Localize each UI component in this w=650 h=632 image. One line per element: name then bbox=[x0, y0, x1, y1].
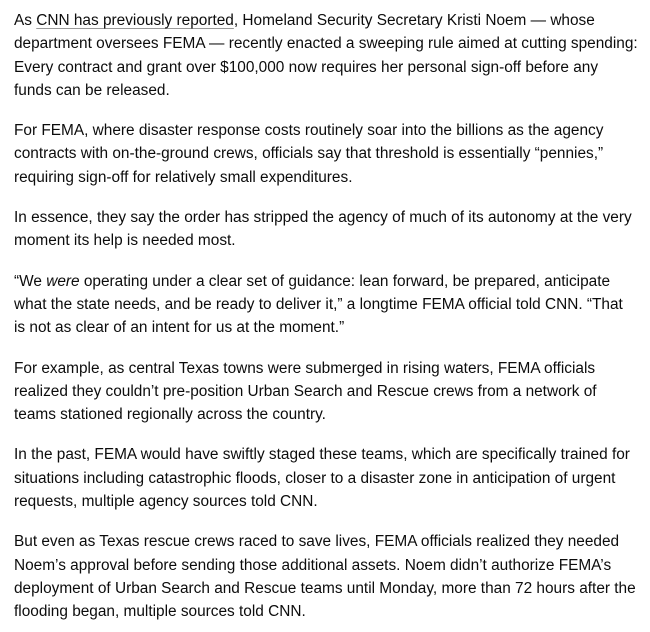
paragraph-2: For FEMA, where disaster response costs routinely soar into the billions as the agency contracts with on-the-ground crews, officials say that threshold is essentially “pennies,” requiring sign-off for relatively small expenditures. bbox=[14, 122, 604, 186]
paragraph-5: For example, as central Texas towns were submerged in rising waters, FEMA officials realized they couldn’t pre-position Urban Search and Rescue crews from a network of teams stationed regionally across the country. bbox=[14, 359, 597, 424]
paragraph-1-rest: , Homeland Security Secretary Kristi Noem — whose department oversees FEMA — recently enacted a sweeping rule aimed at cutting spending: Every contract and grant over $100,000 now requires her personal sign-off before any funds can be released. bbox=[14, 12, 638, 99]
paragraph-6: In the past, FEMA would have swiftly staged these teams, which are specifically trained for situations including catastrophic floods, closer to a disaster zone in anticipation of urgent requests, multiple agency sources told CNN. bbox=[14, 446, 630, 511]
paragraph-7: But even as Texas rescue crews raced to save lives, FEMA officials realized they needed Noem’s approval before sending those additional assets. Noem didn’t authorize FEMA’s deployment of Urban Search and Rescue teams until Monday, more than 72 hours after the flooding began, multiple sources told CNN. bbox=[14, 533, 636, 621]
cnn-previously-reported-link[interactable]: CNN has previously reported bbox=[36, 12, 234, 29]
quote-rest: operating under a clear set of guidance: lean forward, be prepared, anticipate what the state needs, and be ready to deliver it,” a longtime FEMA official told CNN. “That is not as clear of an intent for us at the moment.” bbox=[14, 272, 623, 337]
paragraph-3: In essence, they say the order has stripped the agency of much of its autonomy at the very moment its help is needed most. bbox=[14, 209, 632, 250]
quote-open: “We bbox=[14, 272, 47, 290]
paragraph-4-quote bbox=[14, 270, 638, 340]
paragraph-1-lead: As bbox=[14, 12, 37, 29]
emphasis-were: were bbox=[46, 272, 80, 290]
paragraph-1 bbox=[14, 9, 638, 102]
